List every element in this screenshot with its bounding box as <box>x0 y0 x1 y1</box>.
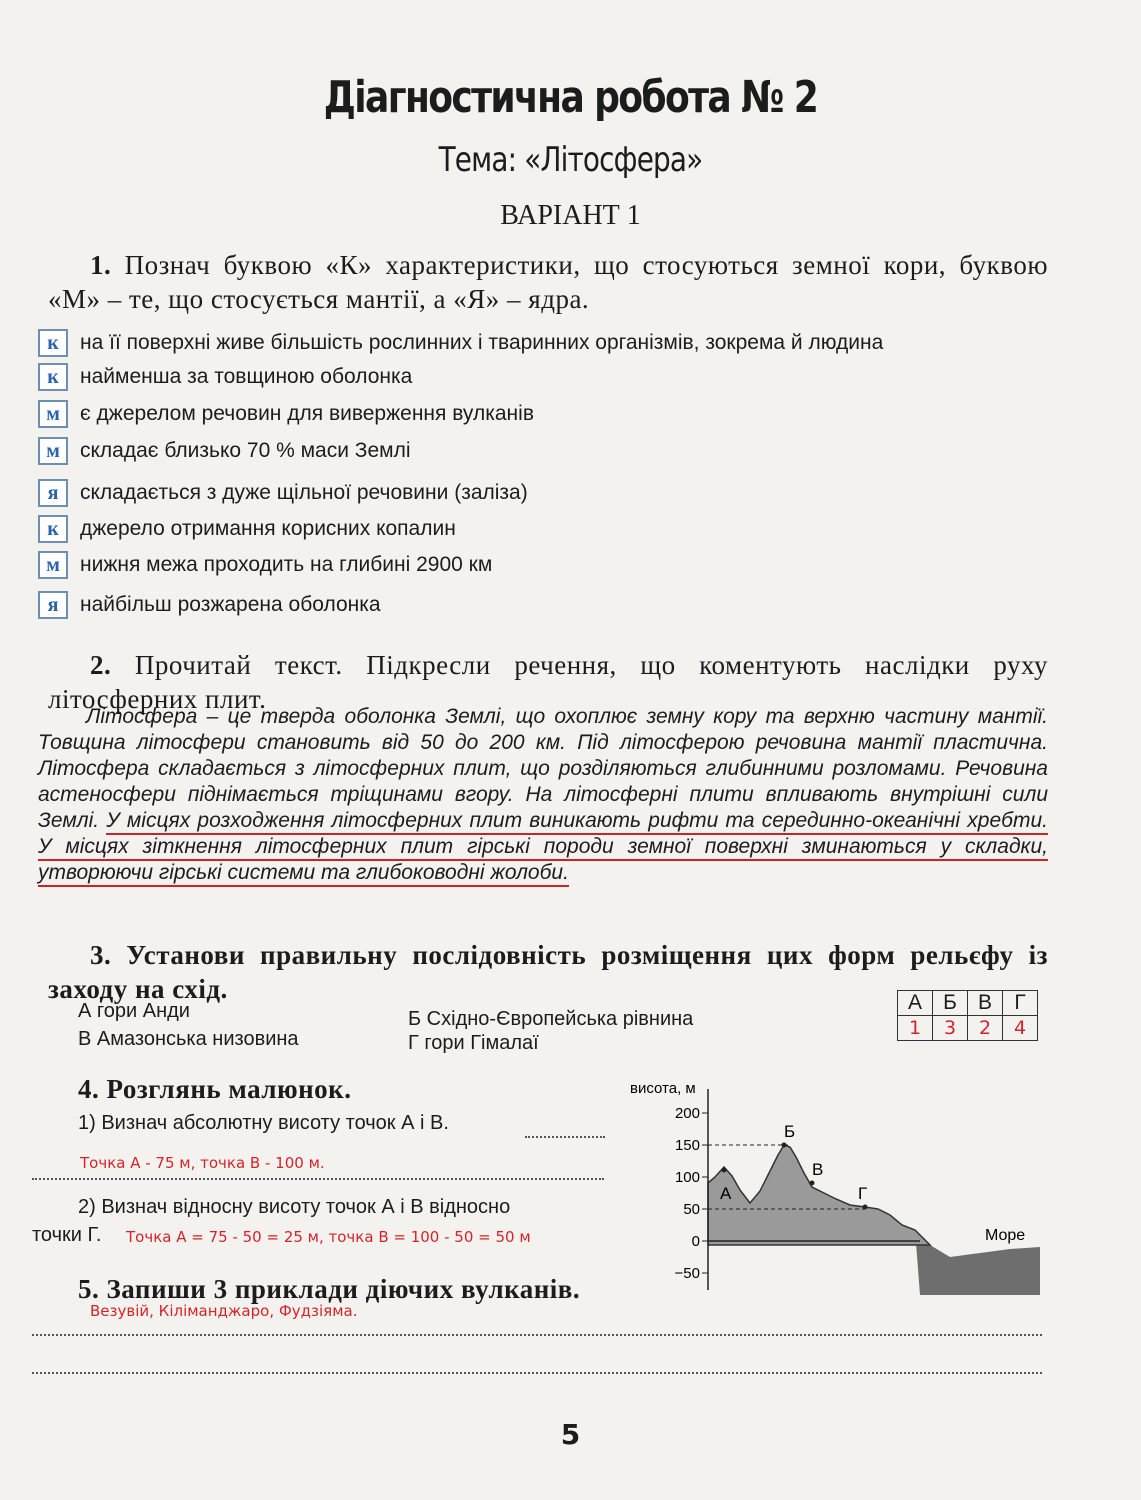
grid-header: А <box>898 991 933 1016</box>
grid-answer[interactable]: 1 <box>898 1016 933 1041</box>
sub-question-2: 2) Визнач відносну висоту точок А і В відносно <box>78 1196 511 1218</box>
passage-plain: Літосфера – це тверда оболонка Землі, що охоплює земну кору та верхню частину мантії. Товщина літосфери становить від 50 до 200 км. Під літосферою речовина мантії пластична. Літосфера складається з літосферних плит, що розділяються глибинними розломами. Речовина астеносфери піднімається тріщинами вгору. На літосферні плити впливають внутрішні сили Землі. <box>38 705 1048 832</box>
page-number: 5 <box>560 1418 581 1451</box>
tick-label: 50 <box>683 1201 700 1218</box>
grid-header: Б <box>933 991 968 1016</box>
item-text: найбільш розжарена оболонка <box>80 593 381 616</box>
point-v-label: В <box>812 1160 824 1179</box>
option-b: Б Східно-Європейська рівнина <box>408 1008 694 1030</box>
passage-underlined: У місцях розходження літосферних плит виникають рифти та серединно-океанічні хребти. У місцях зіткнення літосферних плит гірські породи земної поверхні зминаються у складки, утворюючи гірські системи та глибоководні жолоби. <box>38 809 1048 887</box>
question-text: Прочитай текст. Підкресли речення, що коментують наслідки руху літосферних плит. <box>48 650 1048 714</box>
answer-box[interactable]: я <box>38 479 68 507</box>
question-text: Установи правильну послідовність розміщення цих форм рельєфу із заходу на схід. <box>48 940 1049 1004</box>
answer-line <box>32 1178 604 1180</box>
y-axis-label: висота, м <box>630 1080 696 1097</box>
option-v: В Амазонська низовина <box>78 1028 299 1050</box>
page-title: Діагностична робота № 2 <box>323 72 818 123</box>
list-item <box>38 362 412 392</box>
y-ticks <box>702 1113 708 1273</box>
question-text: Запиши 3 приклади діючих вулканів. <box>106 1274 581 1304</box>
grid-header: Г <box>1003 991 1038 1016</box>
passage-text <box>38 704 1048 886</box>
point-b-label: Б <box>784 1122 796 1141</box>
question-number: 5. <box>78 1274 100 1304</box>
question-5 <box>48 1272 648 1306</box>
variant-label: ВАРІАНТ 1 <box>500 200 641 231</box>
answer-box[interactable]: к <box>38 329 68 357</box>
sea-label: Море <box>985 1227 1026 1244</box>
item-text: нижня межа проходить на глибині 2900 км <box>80 553 493 576</box>
answer-1[interactable]: Точка А - 75 м, точка В - 100 м. <box>80 1154 325 1172</box>
answer-box[interactable]: к <box>38 515 68 543</box>
tick-label: 100 <box>674 1169 700 1186</box>
grid-answer[interactable]: 3 <box>933 1016 968 1041</box>
answer-line <box>32 1372 1042 1374</box>
answer-box[interactable]: м <box>38 551 68 579</box>
point-a-marker <box>722 1168 727 1173</box>
question-4 <box>48 1072 608 1106</box>
item-text: складає близько 70 % маси Землі <box>80 439 411 462</box>
list-item <box>38 550 492 580</box>
option-a: А гори Анди <box>78 1000 190 1022</box>
question-text: Розглянь малюнок. <box>106 1074 352 1104</box>
option-g: Г гори Гімалаї <box>408 1032 539 1054</box>
point-a-label: А <box>720 1184 732 1203</box>
list-item <box>38 436 411 466</box>
list-item <box>38 590 381 620</box>
order-grid <box>897 990 1038 1041</box>
elevation-profile-figure <box>620 1075 1050 1305</box>
point-g-marker <box>863 1205 868 1210</box>
item-text: складається з дуже щільної речовини (заліза) <box>80 481 528 504</box>
answer-box[interactable]: я <box>38 591 68 619</box>
list-item <box>38 328 883 358</box>
point-v-marker <box>810 1181 815 1186</box>
answer-box[interactable]: к <box>38 363 68 391</box>
question-number: 1. <box>90 250 112 280</box>
question-1 <box>48 248 1048 316</box>
answer-line <box>32 1334 1042 1336</box>
question-number: 3. <box>90 940 112 970</box>
tick-label: 200 <box>674 1105 700 1122</box>
sub-question-2-cont: точки Г. <box>32 1224 102 1246</box>
answer-line <box>525 1136 605 1138</box>
item-text: джерело отримання корисних копалин <box>80 517 456 540</box>
tick-label: 150 <box>674 1137 700 1154</box>
tick-label: −50 <box>674 1265 700 1282</box>
item-text: на її поверхні живе більшість рослинних і тваринних організмів, зокрема й людина <box>80 331 884 354</box>
sub-question-1: 1) Визнач абсолютну висоту точок А і В. <box>78 1112 449 1134</box>
answer-2[interactable]: Точка А = 75 - 50 = 25 м, точка В = 100 - 50 = 50 м <box>126 1228 531 1246</box>
tick-label: 0 <box>691 1233 700 1250</box>
item-text: найменша за товщиною оболонка <box>80 365 413 388</box>
point-g-label: Г <box>858 1184 868 1203</box>
list-item <box>38 399 534 429</box>
question-text: Познач буквою «К» характеристики, що стосуються земної кори, буквою «М» – те, що стосується мантії, а «Я» – ядра. <box>48 250 1048 314</box>
grid-answer[interactable]: 2 <box>968 1016 1003 1041</box>
grid-answer[interactable]: 4 <box>1003 1016 1038 1041</box>
grid-header: В <box>968 991 1003 1016</box>
question-number: 4. <box>78 1074 100 1104</box>
list-item <box>38 514 456 544</box>
answer-box[interactable]: м <box>38 400 68 428</box>
answer-5[interactable]: Везувій, Кіліманджаро, Фудзіяма. <box>90 1302 358 1320</box>
page-subtitle: Тема: «Літосфера» <box>438 140 703 180</box>
question-number: 2. <box>90 650 112 680</box>
list-item <box>38 478 528 508</box>
point-b-marker <box>782 1143 787 1148</box>
item-text: є джерелом речовин для виверження вулканів <box>80 402 534 425</box>
answer-box[interactable]: м <box>38 437 68 465</box>
